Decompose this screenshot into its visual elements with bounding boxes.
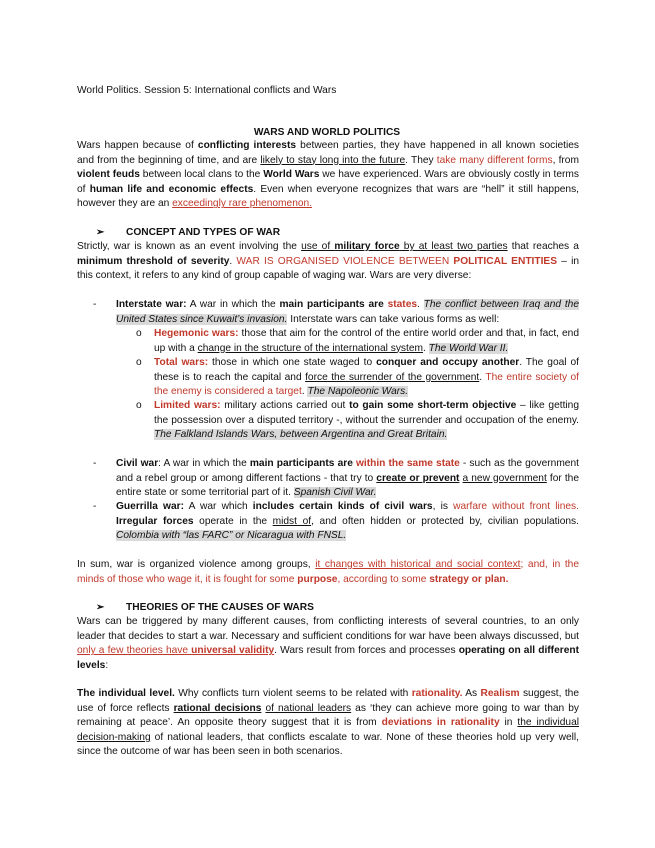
sub-item-limited: Limited wars: military actions carried out to gain some short-term objective – like getting the possession over a disputed territory -, without the surrender and occupation of the enemy. The Falkland Islands Wars, between Argentina and Great Britain. <box>154 400 580 441</box>
sub-list-bullet: o <box>136 328 142 339</box>
section-heading-theories: ➢ THEORIES OF THE CAUSES OF WARS <box>96 601 314 616</box>
arrow-bullet-icon: ➢ <box>96 602 105 613</box>
list-bullet: - <box>93 501 97 512</box>
concept-paragraph: Strictly, war is known as an event involving the use of military force by at least two parties that reaches a minimum threshold of severity. WAR IS ORGANISED VIOLENCE BETWEEN POLITICAL ENTITIES – in this context, it refers to any kind of group capable of waging war. Wars are very diverse: <box>77 241 579 282</box>
theories-paragraph: Wars can be triggered by many different causes, from conflicting interests of several countries, to an only leader that decides to start a war. Necessary and sufficient conditions for war have been always discussed, but only a few theories have universal validity. Wars result from forces and processes operating on all different levels: <box>77 616 579 671</box>
summary-paragraph: In sum, war is organized violence among groups, it changes with historical and social context; and, in the minds of those who wage it, it is fought for some purpose, according to some strategy or plan. <box>77 559 579 585</box>
section-heading-concept: ➢ CONCEPT AND TYPES OF WAR <box>96 226 280 241</box>
sub-list-bullet: o <box>136 357 142 368</box>
doc-title: World Politics. Session 5: International conflicts and Wars <box>77 85 337 96</box>
intro-paragraph: Wars happen because of conflicting interests between parties, they have happened in all known societies and from the beginning of time, and are likely to stay long into the future. They take many different forms, from violent feuds between local clans to the World Wars we have experienced. Wars are obviously costly in terms of human life and economic effects. Even when everyone recognizes that wars are “hell” it still happens, however they are an exceedingly rare phenomenon. <box>77 140 580 210</box>
main-heading: WARS AND WORLD POLITICS <box>253 127 401 138</box>
sub-item-total: Total wars: those in which one state waged to conquer and occupy another. The goal of these is to reach the capital and force the surrender of the government. The entire society of the enemy is considered a target. The Napoleonic Wars. <box>154 357 579 398</box>
list-item-interstate: Interstate war: A war in which the main participants are states. The conflict between Iraq and the United States since Kuwait’s invasion. Interstate wars can take various forms as well: <box>116 299 579 325</box>
list-bullet: - <box>93 299 97 310</box>
sub-item-hegemonic: Hegemonic wars: those that aim for the control of the entire world order and that, in fact, end up with a change in the structure of the international system. The World War II. <box>154 328 579 354</box>
sub-list-bullet: o <box>136 400 142 411</box>
list-bullet: - <box>93 458 97 469</box>
list-item-guerrilla: Guerrilla war: A war which includes certain kinds of civil wars, is warfare without front lines. Irregular forces operate in the midst of, and often hidden or protected by, civilian populations. Colombia with “las FARC” or Nicaragua with FNSL. <box>116 501 579 542</box>
individual-level-paragraph: The individual level. Why conflicts turn violent seems to be related with rationality. As Realism suggest, the use of force reflects rational decisions of national leaders as ‘they can achieve more going to war than by remaining at peace’. An opposite theory suggest that it is from deviations in rationality in the individual decision-making of national leaders, that conflicts escalate to war. None of these theories hold up very well, since the outcome of war has been seen in both scenarios. <box>77 688 579 758</box>
list-item-civil: Civil war: A war in which the main participants are within the same state - such as the government and a rebel group or among different factions - that try to create or prevent a new government for the entire state or some territorial part of it. Spanish Civil War. <box>116 458 579 499</box>
arrow-bullet-icon: ➢ <box>96 227 105 238</box>
